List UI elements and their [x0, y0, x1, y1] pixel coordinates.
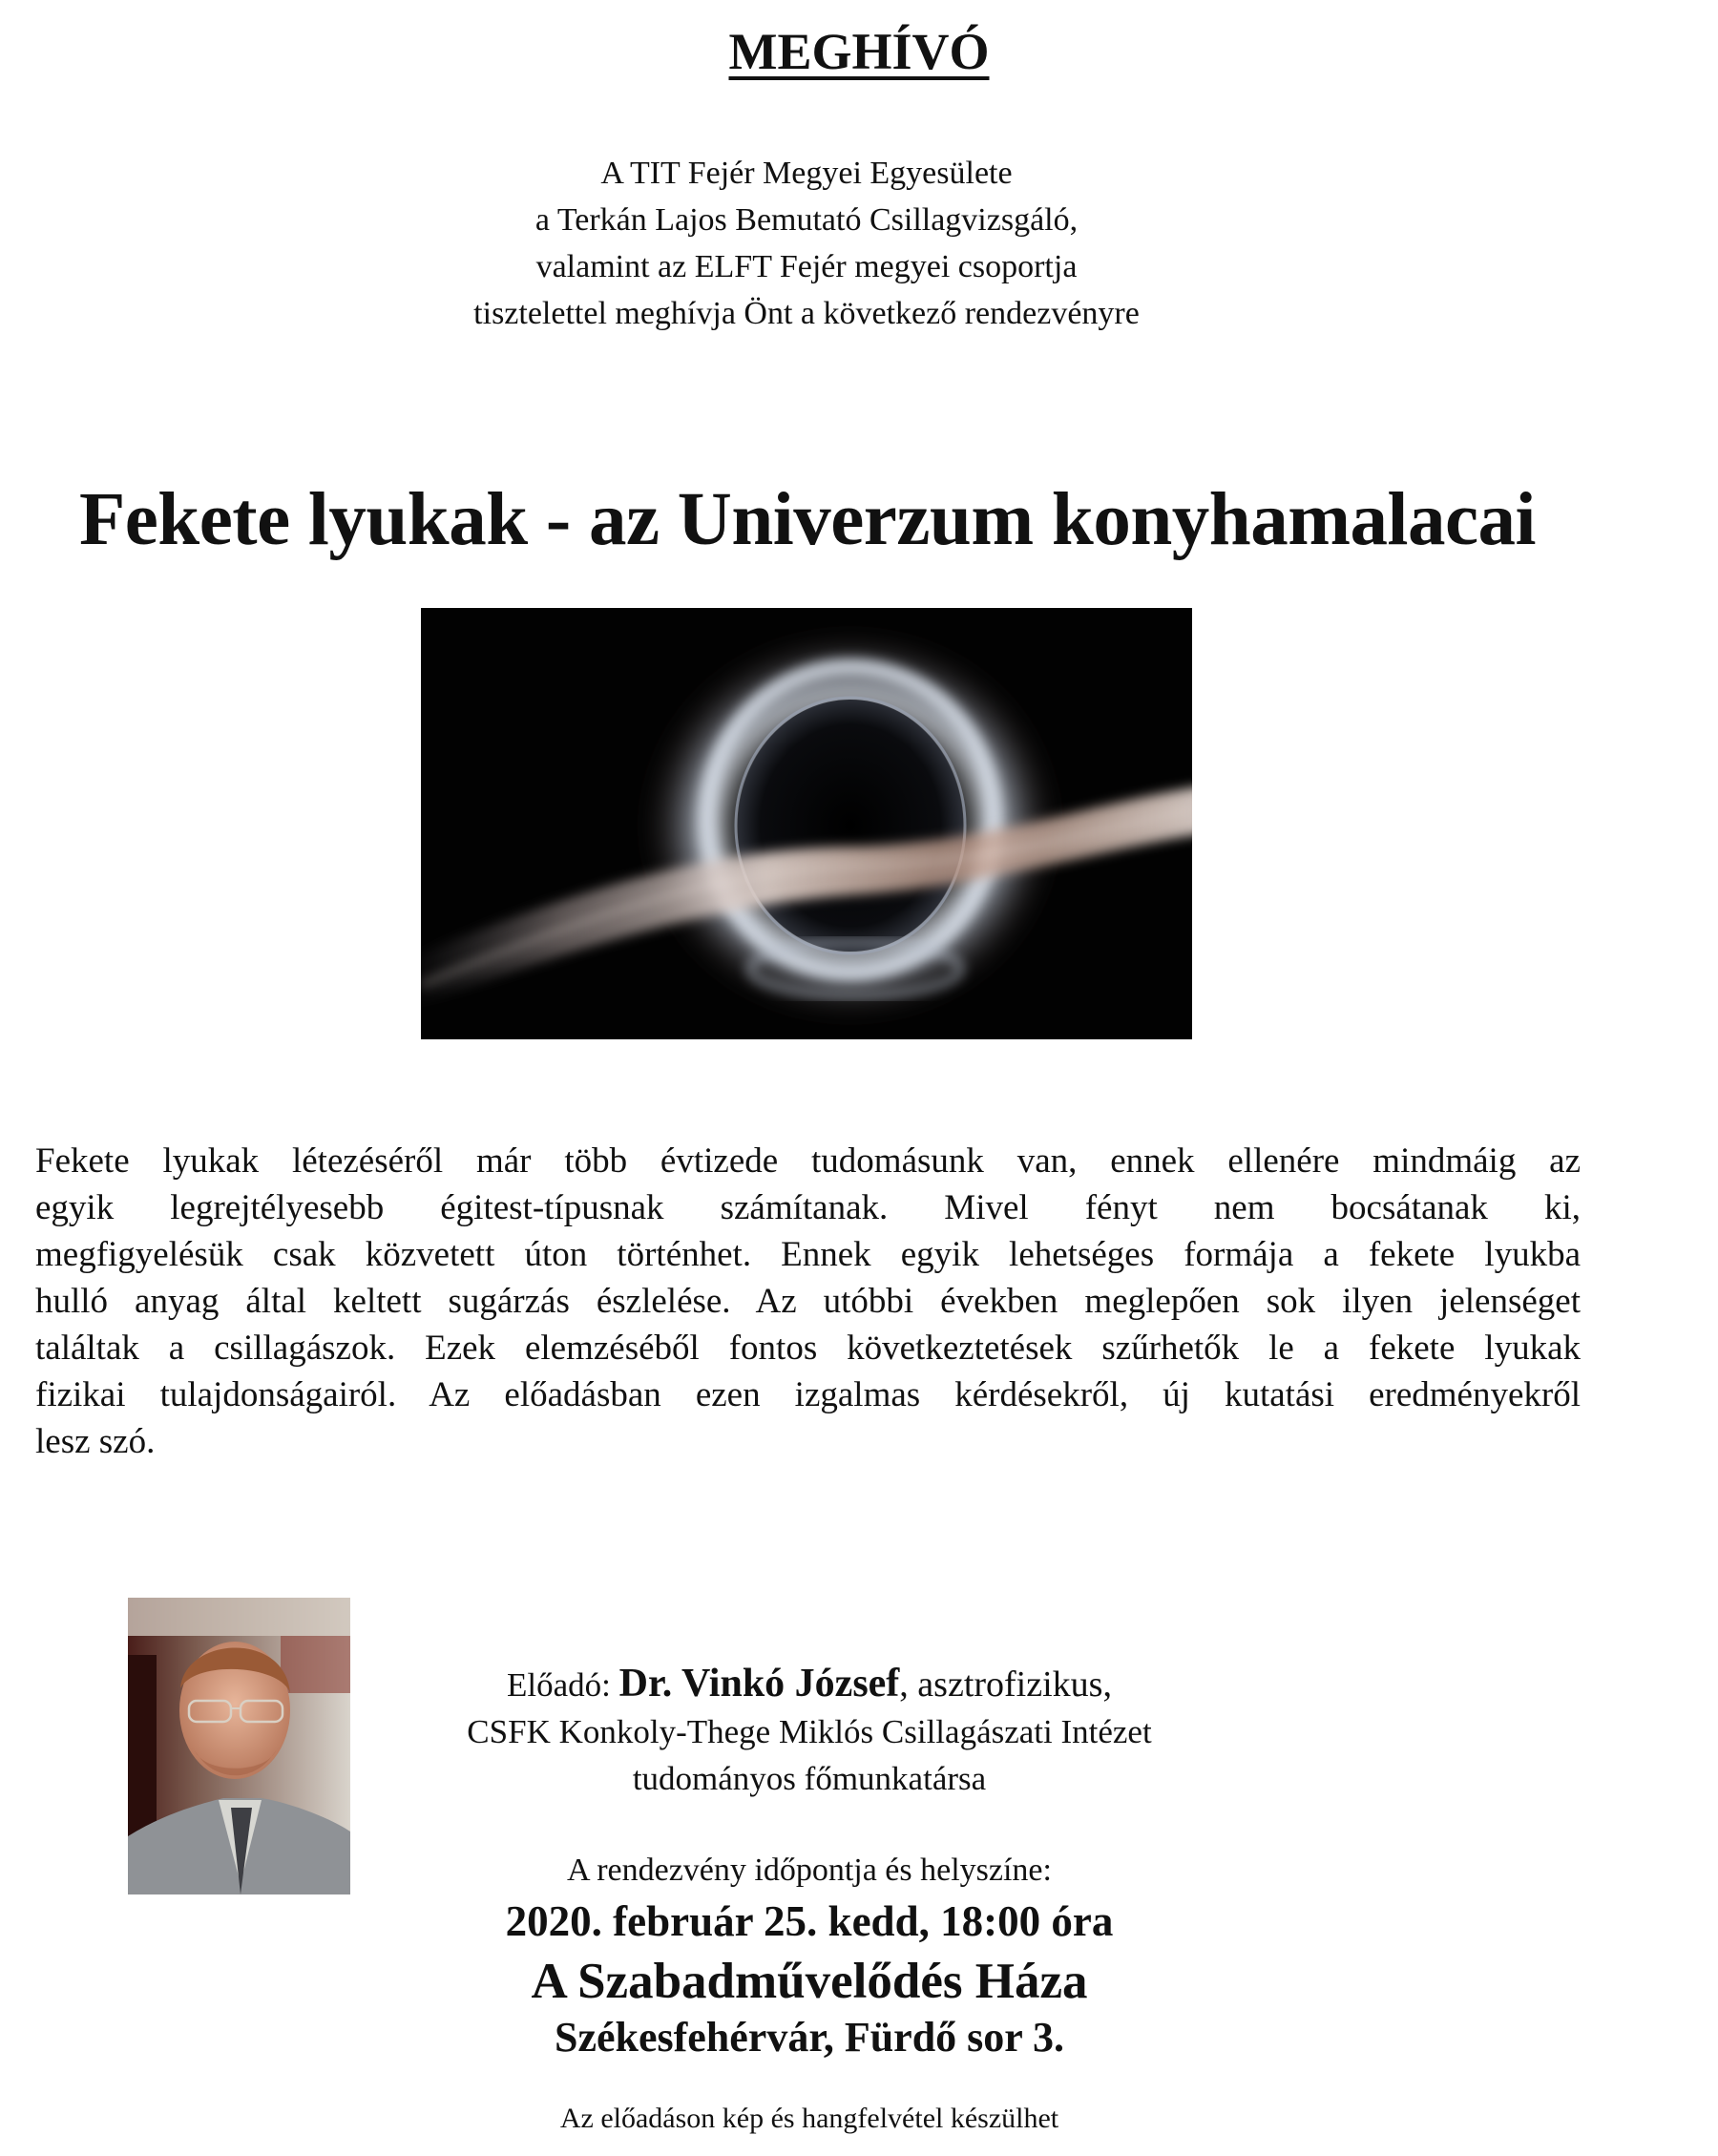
- abstract-line: fizikai tulajdonságairól. Az előadásban ezen izgalmas kérdésekről, új kutatási eredményekről: [35, 1375, 1581, 1414]
- host-organizations: [0, 150, 1613, 337]
- lecture-abstract: [35, 1138, 1581, 1465]
- host-line: tisztelettel meghívja Önt a következő rendezvényre: [473, 296, 1140, 331]
- event-address: Székesfehérvár, Fürdő sor 3.: [554, 2014, 1065, 2061]
- host-line: a Terkán Lajos Bemutató Csillagvizsgáló,: [534, 202, 1079, 238]
- speaker-info: [382, 1661, 1237, 1802]
- event-datetime: 2020. február 25. kedd, 18:00 óra: [505, 1897, 1114, 1945]
- speaker-position: tudományos főmunkatársa: [632, 1760, 987, 1797]
- black-hole-illustration-icon: [421, 608, 1192, 1039]
- lecture-title: Fekete lyukak - az Univerzum konyhamalacai: [78, 478, 1537, 561]
- speaker-line: [382, 1661, 1237, 1708]
- abstract-line: Fekete lyukak létezéséről már több évtizede tudomásunk van, ennek ellenére mindmáig az: [35, 1141, 1581, 1181]
- host-line: valamint az ELFT Fejér megyei csoportja: [535, 249, 1078, 284]
- abstract-line: hulló anyag által keltett sugárzás észlelése. Az utóbbi években meglepően sok ilyen jelenséget: [35, 1282, 1581, 1321]
- speaker-label: Előadó:: [507, 1666, 619, 1704]
- speaker-title: , asztrofizikus,: [899, 1664, 1112, 1705]
- event-label: A rendezvény időpontja és helyszíne:: [567, 1852, 1052, 1888]
- abstract-line: megfigyelésük csak közvetett úton történhet. Ennek egyik lehetséges formája a fekete lyukba: [35, 1235, 1581, 1274]
- host-line: A TIT Fejér Megyei Egyesülete: [600, 156, 1013, 191]
- recording-note: Az előadáson kép és hangfelvétel készülhet: [559, 2103, 1059, 2134]
- invitation-label: MEGHÍVÓ: [728, 23, 990, 80]
- speaker-name: Dr. Vinkó József: [618, 1662, 900, 1706]
- abstract-line: lesz szó.: [35, 1422, 156, 1461]
- speaker-portrait-icon: [128, 1598, 350, 1894]
- speaker-photo: [128, 1598, 350, 1894]
- invitation-heading: [0, 21, 1718, 82]
- event-venue: A Szabadművelődés Háza: [531, 1954, 1088, 2009]
- abstract-line: egyik legrejtélyesebb égitest-típusnak számítanak. Mivel fényt nem bocsátanak ki,: [35, 1188, 1581, 1227]
- black-hole-image: [421, 608, 1192, 1039]
- speaker-institution: CSFK Konkoly-Thege Miklós Csillagászati Intézet: [467, 1713, 1152, 1750]
- abstract-line: találtak a csillagászok. Ezek elemzéséből fontos következtetések szűrhetők le a fekete lyukak: [35, 1329, 1581, 1368]
